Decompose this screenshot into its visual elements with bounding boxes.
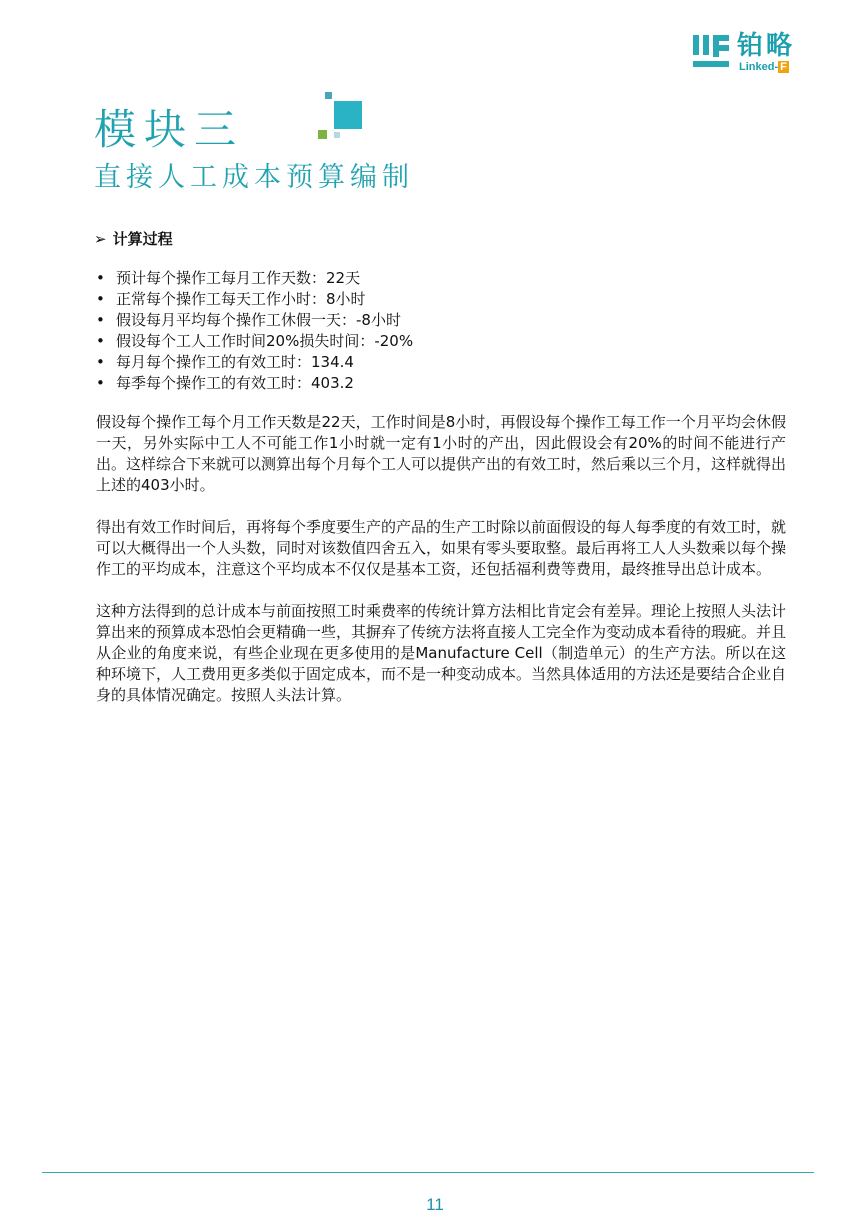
decor-square-large — [334, 101, 362, 129]
arrow-bullet-icon: ➢ — [94, 230, 107, 248]
decor-square-green — [318, 130, 327, 139]
module-subtitle: 直接人工成本预算编制 — [94, 162, 414, 193]
logo-chinese-name: 铂略 — [737, 31, 796, 61]
logo-english-name: Linked- F — [739, 61, 787, 73]
list-item: • 假设每月平均每个操作工休假一天：-8小时 — [96, 310, 786, 331]
section-heading: ➢ 计算过程 — [94, 230, 173, 248]
paragraph: 得出有效工作时间后，再将每个季度要生产的产品的生产工时除以前面假设的每人每季度的有效工时，就可以大概得出一个人头数，同时对该数值四舍五入，如果有零头要取整。最后再将工人人头数乘以每个操作工的平均成本，注意这个平均成本不仅仅是基本工资，还包括福利费等费用，最终推导出总计成本。 — [96, 518, 787, 578]
list-item: • 预计每个操作工每月工作天数：22天 — [96, 268, 786, 289]
paragraph: 假设每个操作工每个月工作天数是22天，工作时间是8小时，再假设每个操作工每工作一个月平均会休假一天，另外实际中工人不可能工作1小时就一定有1小时的产出，因此假设会有20%的时间不能进行产出。这样综合下来就可以测算出每个月每个工人可以提供产出的有效工时，然后乘以三个月，这样就得出上述的403小时。 — [96, 413, 787, 494]
decor-square-light — [334, 132, 340, 138]
logo-mark-icon — [693, 35, 729, 71]
module-title: 模块三 — [94, 105, 245, 154]
list-item: • 正常每个操作工每天工作小时：8小时 — [96, 289, 786, 310]
page-content — [96, 228, 786, 727]
brand-logo — [693, 33, 811, 73]
list-item: • 每季每个操作工的有效工时：403.2 — [96, 373, 786, 394]
decor-square-small — [325, 92, 332, 99]
page-number: 11 — [426, 1195, 444, 1214]
bullet-list — [96, 268, 786, 394]
list-item: • 假设每个工人工作时间20%损失时间：-20% — [96, 331, 786, 352]
list-item: • 每月每个操作工的有效工时：134.4 — [96, 352, 786, 373]
paragraph: 这种方法得到的总计成本与前面按照工时乘费率的传统计算方法相比肯定会有差异。理论上按照人头法计算出来的预算成本恐怕会更精确一些，其摒弃了传统方法将直接人工完全作为变动成本看待的瑕疵。并且从企业的角度来说，有些企业现在更多使用的是Manufacture Cell（制造单元）的生产方法。所以在这种环境下，人工费用更多类似于固定成本，而不是一种变动成本。当然具体适用的方法还是要结合企业自身的具体情况确定。按照人头法计算。 — [96, 602, 787, 704]
footer-divider — [42, 1172, 814, 1173]
